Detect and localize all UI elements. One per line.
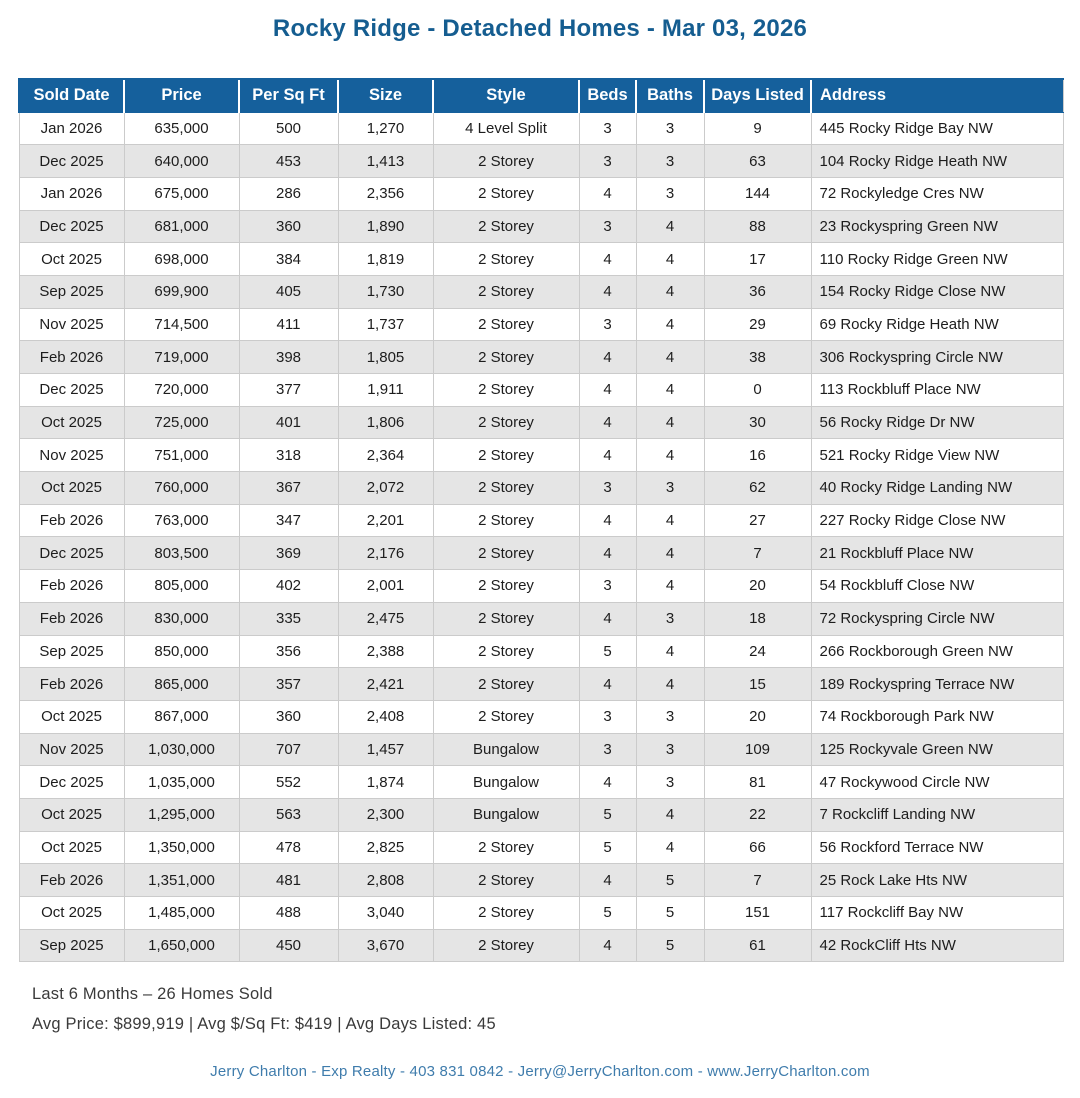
cell-days-listed: 29 [704, 308, 811, 341]
summary-block [32, 985, 1080, 1034]
cell-beds: 3 [579, 570, 636, 603]
cell-beds: 4 [579, 929, 636, 962]
cell-sold-date: Nov 2025 [19, 308, 124, 341]
cell-beds: 5 [579, 831, 636, 864]
cell-beds: 4 [579, 406, 636, 439]
cell-per-sq-ft: 411 [239, 308, 338, 341]
cell-baths: 4 [636, 275, 704, 308]
cell-beds: 3 [579, 210, 636, 243]
cell-address: 306 Rockyspring Circle NW [811, 341, 1063, 374]
cell-sold-date: Nov 2025 [19, 733, 124, 766]
column-header-days-listed: Days Listed [704, 79, 811, 112]
cell-style: Bungalow [433, 798, 579, 831]
table-row [19, 537, 1063, 570]
cell-price: 1,295,000 [124, 798, 239, 831]
summary-averages: Avg Price: $899,919 | Avg $/Sq Ft: $419 | Avg Days Listed: 45 [32, 1015, 496, 1034]
table-body [19, 112, 1063, 962]
cell-size: 2,176 [338, 537, 433, 570]
cell-days-listed: 18 [704, 602, 811, 635]
cell-address: 72 Rockyspring Circle NW [811, 602, 1063, 635]
cell-days-listed: 17 [704, 243, 811, 276]
cell-sold-date: Dec 2025 [19, 145, 124, 178]
cell-per-sq-ft: 384 [239, 243, 338, 276]
table-row [19, 439, 1063, 472]
cell-sold-date: Feb 2026 [19, 864, 124, 897]
cell-sold-date: Jan 2026 [19, 177, 124, 210]
cell-days-listed: 62 [704, 472, 811, 505]
cell-beds: 3 [579, 112, 636, 145]
cell-beds: 4 [579, 275, 636, 308]
cell-address: 154 Rocky Ridge Close NW [811, 275, 1063, 308]
cell-address: 56 Rocky Ridge Dr NW [811, 406, 1063, 439]
cell-address: 42 RockCliff Hts NW [811, 929, 1063, 962]
cell-address: 117 Rockcliff Bay NW [811, 897, 1063, 930]
cell-per-sq-ft: 500 [239, 112, 338, 145]
cell-price: 699,900 [124, 275, 239, 308]
cell-size: 1,806 [338, 406, 433, 439]
cell-per-sq-ft: 707 [239, 733, 338, 766]
cell-days-listed: 88 [704, 210, 811, 243]
cell-baths: 3 [636, 733, 704, 766]
cell-days-listed: 30 [704, 406, 811, 439]
cell-per-sq-ft: 405 [239, 275, 338, 308]
cell-style: 2 Storey [433, 897, 579, 930]
column-header-baths: Baths [636, 79, 704, 112]
cell-baths: 4 [636, 341, 704, 374]
cell-per-sq-ft: 369 [239, 537, 338, 570]
cell-per-sq-ft: 335 [239, 602, 338, 635]
cell-sold-date: Dec 2025 [19, 374, 124, 407]
cell-per-sq-ft: 453 [239, 145, 338, 178]
sold-homes-table [18, 78, 1064, 962]
cell-per-sq-ft: 552 [239, 766, 338, 799]
cell-style: 4 Level Split [433, 112, 579, 145]
cell-size: 2,388 [338, 635, 433, 668]
table-row [19, 374, 1063, 407]
cell-baths: 3 [636, 177, 704, 210]
cell-sold-date: Nov 2025 [19, 439, 124, 472]
table-row [19, 570, 1063, 603]
cell-baths: 4 [636, 210, 704, 243]
table-row [19, 798, 1063, 831]
cell-size: 1,805 [338, 341, 433, 374]
cell-sold-date: Feb 2026 [19, 341, 124, 374]
cell-baths: 4 [636, 831, 704, 864]
table-row [19, 668, 1063, 701]
cell-price: 760,000 [124, 472, 239, 505]
cell-days-listed: 7 [704, 864, 811, 897]
cell-address: 7 Rockcliff Landing NW [811, 798, 1063, 831]
cell-style: 2 Storey [433, 700, 579, 733]
cell-price: 763,000 [124, 504, 239, 537]
cell-address: 23 Rockyspring Green NW [811, 210, 1063, 243]
cell-per-sq-ft: 360 [239, 700, 338, 733]
cell-baths: 5 [636, 897, 704, 930]
cell-beds: 4 [579, 341, 636, 374]
cell-address: 266 Rockborough Green NW [811, 635, 1063, 668]
table-row [19, 733, 1063, 766]
cell-style: 2 Storey [433, 831, 579, 864]
cell-style: 2 Storey [433, 243, 579, 276]
cell-days-listed: 9 [704, 112, 811, 145]
cell-per-sq-ft: 356 [239, 635, 338, 668]
cell-days-listed: 22 [704, 798, 811, 831]
cell-size: 2,201 [338, 504, 433, 537]
cell-per-sq-ft: 478 [239, 831, 338, 864]
cell-days-listed: 61 [704, 929, 811, 962]
cell-sold-date: Oct 2025 [19, 798, 124, 831]
cell-address: 445 Rocky Ridge Bay NW [811, 112, 1063, 145]
table-row [19, 700, 1063, 733]
cell-sold-date: Feb 2026 [19, 602, 124, 635]
table-header [19, 79, 1063, 112]
cell-days-listed: 27 [704, 504, 811, 537]
cell-price: 635,000 [124, 112, 239, 145]
table-row [19, 210, 1063, 243]
table-row [19, 243, 1063, 276]
cell-size: 2,408 [338, 700, 433, 733]
cell-baths: 4 [636, 537, 704, 570]
cell-beds: 4 [579, 243, 636, 276]
cell-beds: 4 [579, 537, 636, 570]
cell-baths: 4 [636, 374, 704, 407]
cell-address: 521 Rocky Ridge View NW [811, 439, 1063, 472]
cell-per-sq-ft: 357 [239, 668, 338, 701]
cell-beds: 5 [579, 798, 636, 831]
column-header-style: Style [433, 79, 579, 112]
cell-sold-date: Dec 2025 [19, 537, 124, 570]
table-row [19, 308, 1063, 341]
cell-style: 2 Storey [433, 439, 579, 472]
cell-style: 2 Storey [433, 275, 579, 308]
cell-address: 54 Rockbluff Close NW [811, 570, 1063, 603]
cell-beds: 5 [579, 897, 636, 930]
cell-baths: 5 [636, 864, 704, 897]
cell-address: 113 Rockbluff Place NW [811, 374, 1063, 407]
table-row [19, 145, 1063, 178]
cell-baths: 4 [636, 243, 704, 276]
cell-days-listed: 36 [704, 275, 811, 308]
cell-size: 3,670 [338, 929, 433, 962]
cell-price: 720,000 [124, 374, 239, 407]
cell-baths: 4 [636, 668, 704, 701]
cell-size: 1,911 [338, 374, 433, 407]
cell-days-listed: 66 [704, 831, 811, 864]
cell-days-listed: 20 [704, 570, 811, 603]
cell-per-sq-ft: 488 [239, 897, 338, 930]
cell-style: Bungalow [433, 733, 579, 766]
cell-size: 1,730 [338, 275, 433, 308]
cell-style: 2 Storey [433, 570, 579, 603]
cell-days-listed: 7 [704, 537, 811, 570]
cell-per-sq-ft: 450 [239, 929, 338, 962]
cell-sold-date: Feb 2026 [19, 504, 124, 537]
cell-price: 719,000 [124, 341, 239, 374]
cell-style: 2 Storey [433, 864, 579, 897]
cell-beds: 4 [579, 602, 636, 635]
cell-beds: 5 [579, 635, 636, 668]
cell-size: 2,825 [338, 831, 433, 864]
cell-beds: 3 [579, 472, 636, 505]
cell-days-listed: 20 [704, 700, 811, 733]
cell-size: 1,413 [338, 145, 433, 178]
cell-days-listed: 38 [704, 341, 811, 374]
cell-beds: 3 [579, 145, 636, 178]
cell-price: 725,000 [124, 406, 239, 439]
cell-price: 1,351,000 [124, 864, 239, 897]
table-row [19, 112, 1063, 145]
cell-per-sq-ft: 286 [239, 177, 338, 210]
table-row [19, 504, 1063, 537]
cell-address: 189 Rockyspring Terrace NW [811, 668, 1063, 701]
cell-price: 640,000 [124, 145, 239, 178]
cell-sold-date: Dec 2025 [19, 766, 124, 799]
cell-address: 25 Rock Lake Hts NW [811, 864, 1063, 897]
cell-baths: 5 [636, 929, 704, 962]
column-header-size: Size [338, 79, 433, 112]
cell-address: 74 Rockborough Park NW [811, 700, 1063, 733]
cell-price: 1,650,000 [124, 929, 239, 962]
cell-size: 1,819 [338, 243, 433, 276]
cell-beds: 4 [579, 439, 636, 472]
column-header-address: Address [811, 79, 1063, 112]
cell-price: 830,000 [124, 602, 239, 635]
column-header-per-sq-ft: Per Sq Ft [239, 79, 338, 112]
cell-price: 865,000 [124, 668, 239, 701]
cell-price: 1,035,000 [124, 766, 239, 799]
cell-sold-date: Sep 2025 [19, 929, 124, 962]
cell-style: 2 Storey [433, 374, 579, 407]
table-row [19, 635, 1063, 668]
cell-sold-date: Oct 2025 [19, 406, 124, 439]
cell-per-sq-ft: 360 [239, 210, 338, 243]
cell-style: 2 Storey [433, 472, 579, 505]
column-header-price: Price [124, 79, 239, 112]
cell-beds: 4 [579, 766, 636, 799]
table-row [19, 275, 1063, 308]
cell-days-listed: 24 [704, 635, 811, 668]
cell-style: Bungalow [433, 766, 579, 799]
cell-address: 72 Rockyledge Cres NW [811, 177, 1063, 210]
cell-size: 2,808 [338, 864, 433, 897]
cell-price: 803,500 [124, 537, 239, 570]
cell-size: 1,270 [338, 112, 433, 145]
cell-style: 2 Storey [433, 602, 579, 635]
cell-address: 40 Rocky Ridge Landing NW [811, 472, 1063, 505]
cell-size: 2,475 [338, 602, 433, 635]
cell-price: 681,000 [124, 210, 239, 243]
cell-size: 2,356 [338, 177, 433, 210]
cell-sold-date: Sep 2025 [19, 275, 124, 308]
cell-baths: 3 [636, 112, 704, 145]
cell-address: 110 Rocky Ridge Green NW [811, 243, 1063, 276]
cell-style: 2 Storey [433, 406, 579, 439]
cell-days-listed: 63 [704, 145, 811, 178]
table-row [19, 602, 1063, 635]
cell-baths: 3 [636, 602, 704, 635]
cell-sold-date: Feb 2026 [19, 570, 124, 603]
cell-per-sq-ft: 401 [239, 406, 338, 439]
summary-homes-sold: Last 6 Months – 26 Homes Sold [32, 985, 273, 1004]
cell-price: 751,000 [124, 439, 239, 472]
cell-address: 104 Rocky Ridge Heath NW [811, 145, 1063, 178]
page-title: Rocky Ridge - Detached Homes - Mar 03, 2026 [272, 15, 808, 42]
cell-baths: 3 [636, 700, 704, 733]
cell-days-listed: 144 [704, 177, 811, 210]
cell-beds: 4 [579, 504, 636, 537]
cell-price: 714,500 [124, 308, 239, 341]
cell-beds: 4 [579, 177, 636, 210]
cell-beds: 4 [579, 374, 636, 407]
cell-beds: 4 [579, 668, 636, 701]
cell-size: 2,364 [338, 439, 433, 472]
cell-style: 2 Storey [433, 177, 579, 210]
cell-days-listed: 15 [704, 668, 811, 701]
cell-size: 2,421 [338, 668, 433, 701]
cell-address: 227 Rocky Ridge Close NW [811, 504, 1063, 537]
table-row [19, 929, 1063, 962]
cell-price: 1,485,000 [124, 897, 239, 930]
cell-style: 2 Storey [433, 668, 579, 701]
cell-baths: 4 [636, 406, 704, 439]
cell-baths: 3 [636, 472, 704, 505]
cell-days-listed: 81 [704, 766, 811, 799]
cell-days-listed: 0 [704, 374, 811, 407]
cell-style: 2 Storey [433, 537, 579, 570]
cell-style: 2 Storey [433, 929, 579, 962]
cell-address: 47 Rockywood Circle NW [811, 766, 1063, 799]
cell-baths: 3 [636, 145, 704, 178]
cell-size: 2,001 [338, 570, 433, 603]
cell-beds: 3 [579, 733, 636, 766]
cell-days-listed: 16 [704, 439, 811, 472]
cell-price: 675,000 [124, 177, 239, 210]
agent-contact-line: Jerry Charlton - Exp Realty - 403 831 0842 - Jerry@JerryCharlton.com - www.JerryCharlton.com [210, 1063, 870, 1081]
cell-size: 1,890 [338, 210, 433, 243]
column-header-beds: Beds [579, 79, 636, 112]
cell-per-sq-ft: 377 [239, 374, 338, 407]
cell-days-listed: 151 [704, 897, 811, 930]
cell-sold-date: Oct 2025 [19, 700, 124, 733]
cell-style: 2 Storey [433, 145, 579, 178]
cell-baths: 4 [636, 635, 704, 668]
cell-beds: 3 [579, 308, 636, 341]
cell-price: 867,000 [124, 700, 239, 733]
cell-per-sq-ft: 563 [239, 798, 338, 831]
cell-address: 69 Rocky Ridge Heath NW [811, 308, 1063, 341]
table-row [19, 864, 1063, 897]
cell-size: 1,874 [338, 766, 433, 799]
cell-per-sq-ft: 347 [239, 504, 338, 537]
cell-sold-date: Sep 2025 [19, 635, 124, 668]
cell-per-sq-ft: 481 [239, 864, 338, 897]
cell-style: 2 Storey [433, 635, 579, 668]
cell-style: 2 Storey [433, 504, 579, 537]
table-row [19, 341, 1063, 374]
cell-baths: 3 [636, 766, 704, 799]
cell-address: 56 Rockford Terrace NW [811, 831, 1063, 864]
header-row [19, 79, 1063, 112]
cell-size: 1,457 [338, 733, 433, 766]
cell-per-sq-ft: 367 [239, 472, 338, 505]
cell-price: 1,030,000 [124, 733, 239, 766]
table-row [19, 472, 1063, 505]
cell-sold-date: Oct 2025 [19, 472, 124, 505]
cell-address: 125 Rockyvale Green NW [811, 733, 1063, 766]
cell-size: 3,040 [338, 897, 433, 930]
cell-sold-date: Oct 2025 [19, 831, 124, 864]
cell-beds: 3 [579, 700, 636, 733]
cell-style: 2 Storey [433, 210, 579, 243]
cell-price: 850,000 [124, 635, 239, 668]
cell-sold-date: Jan 2026 [19, 112, 124, 145]
table-row [19, 897, 1063, 930]
cell-size: 2,300 [338, 798, 433, 831]
cell-per-sq-ft: 402 [239, 570, 338, 603]
table-row [19, 177, 1063, 210]
cell-sold-date: Oct 2025 [19, 243, 124, 276]
cell-baths: 4 [636, 308, 704, 341]
cell-per-sq-ft: 398 [239, 341, 338, 374]
column-header-sold-date: Sold Date [19, 79, 124, 112]
cell-baths: 4 [636, 439, 704, 472]
cell-sold-date: Dec 2025 [19, 210, 124, 243]
cell-baths: 4 [636, 798, 704, 831]
cell-beds: 4 [579, 864, 636, 897]
cell-size: 1,737 [338, 308, 433, 341]
cell-days-listed: 109 [704, 733, 811, 766]
table-row [19, 831, 1063, 864]
cell-style: 2 Storey [433, 308, 579, 341]
cell-sold-date: Oct 2025 [19, 897, 124, 930]
table-row [19, 766, 1063, 799]
cell-size: 2,072 [338, 472, 433, 505]
cell-baths: 4 [636, 570, 704, 603]
cell-price: 698,000 [124, 243, 239, 276]
cell-price: 1,350,000 [124, 831, 239, 864]
table-row [19, 406, 1063, 439]
cell-per-sq-ft: 318 [239, 439, 338, 472]
cell-baths: 4 [636, 504, 704, 537]
cell-sold-date: Feb 2026 [19, 668, 124, 701]
cell-price: 805,000 [124, 570, 239, 603]
cell-style: 2 Storey [433, 341, 579, 374]
cell-address: 21 Rockbluff Place NW [811, 537, 1063, 570]
